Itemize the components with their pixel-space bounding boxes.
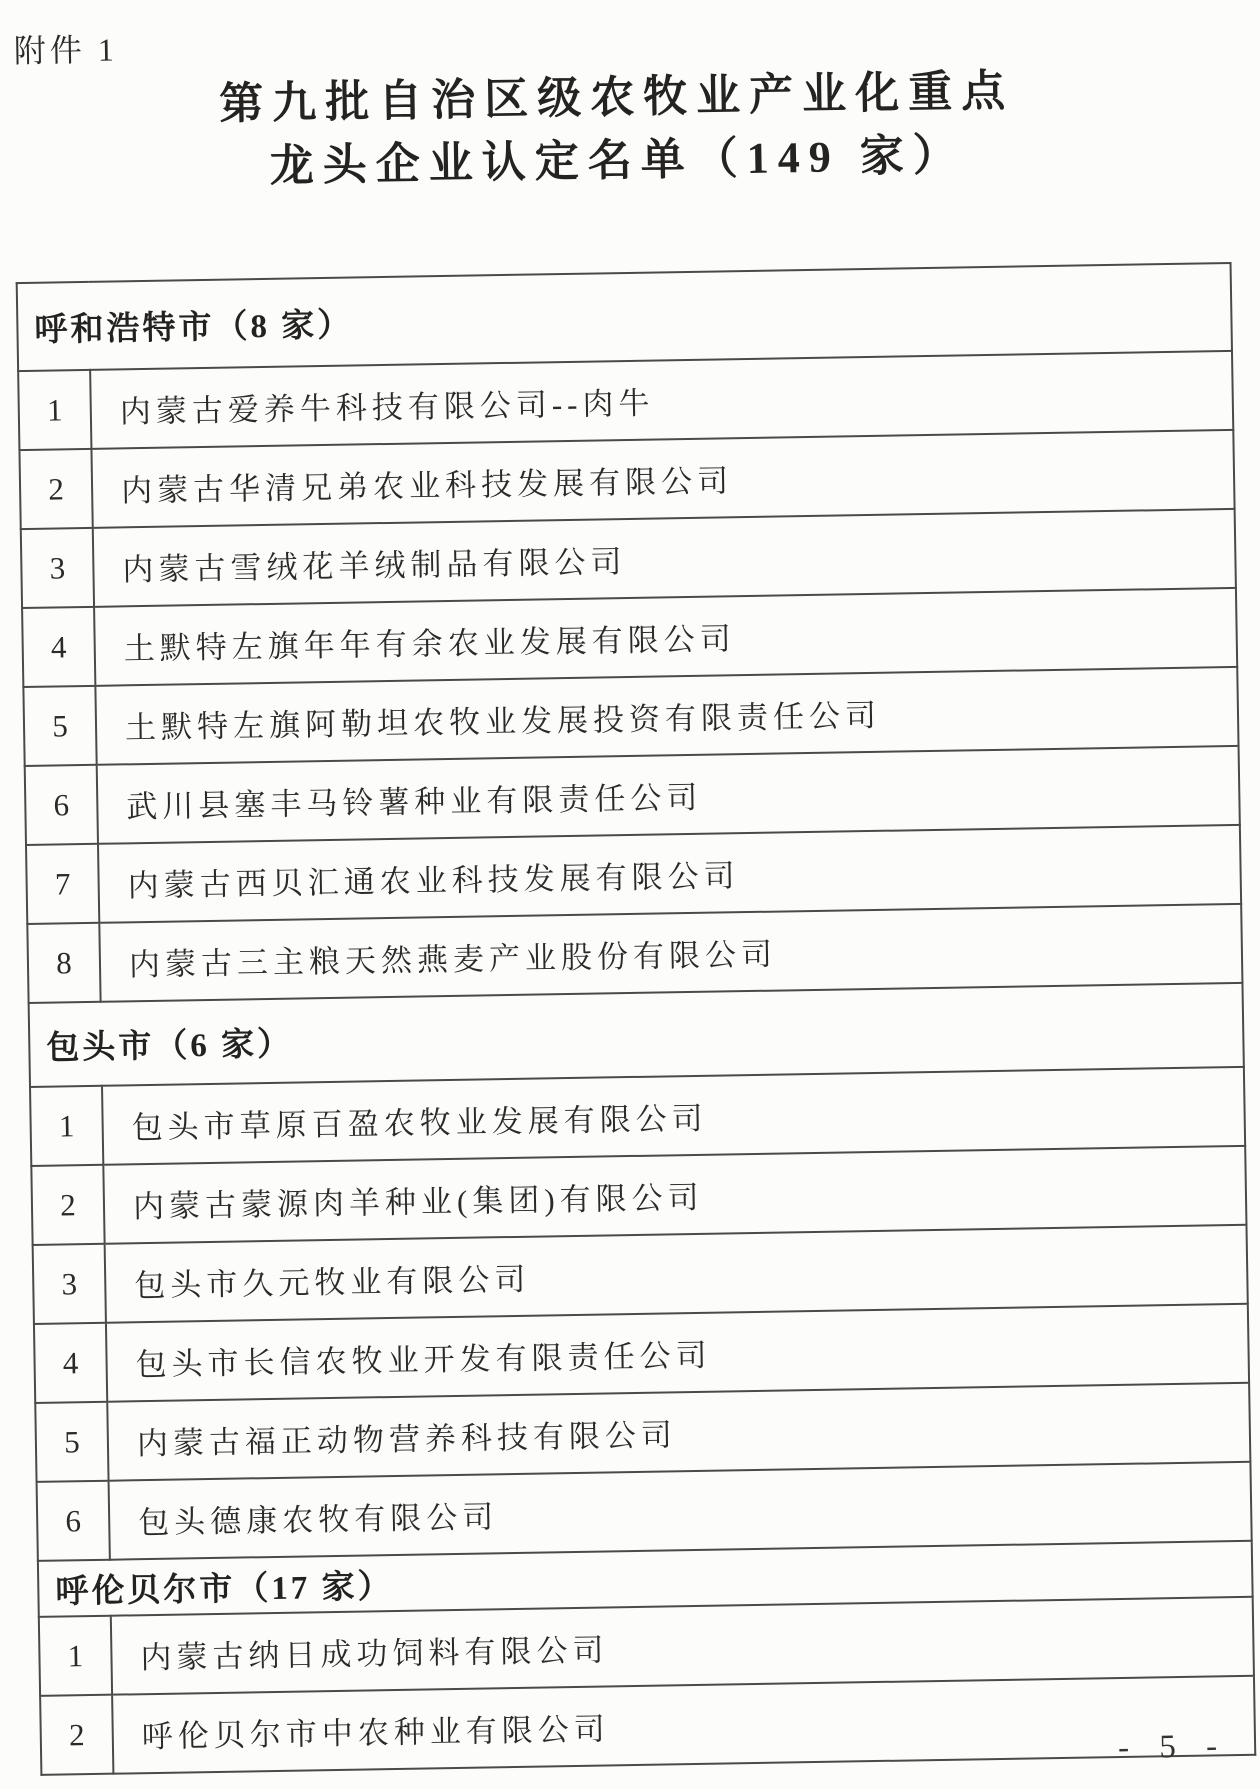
company-name-cell: 武川县塞丰马铃薯种业有限责任公司 (97, 746, 1240, 844)
row-number-cell: 1 (18, 370, 91, 450)
row-number-cell: 3 (21, 528, 94, 608)
row-number-cell: 1 (39, 1616, 112, 1696)
section-header-cell: 呼和浩特市（8 家） (17, 263, 1232, 371)
company-name-cell: 内蒙古福正动物营养科技有限公司 (107, 1383, 1250, 1481)
page-number: - 5 - (1117, 1728, 1220, 1767)
company-name-cell: 土默特左旗阿勒坦农牧业发展投资有限责任公司 (95, 667, 1238, 765)
section-header-cell: 包头市（6 家） (29, 983, 1244, 1087)
company-name-cell: 包头市草原百盈农牧业发展有限公司 (102, 1067, 1245, 1165)
company-name-cell: 包头德康农牧有限公司 (109, 1462, 1252, 1560)
company-name-cell: 包头市久元牧业有限公司 (105, 1225, 1248, 1323)
company-name-cell: 内蒙古蒙源肉羊种业(集团)有限公司 (103, 1146, 1246, 1244)
row-number-cell: 3 (33, 1244, 106, 1324)
attachment-label: 附件 1 (13, 31, 119, 70)
company-name-cell: 呼伦贝尔市中农种业有限公司 (112, 1676, 1255, 1774)
company-name-cell: 内蒙古雪绒花羊绒制品有限公司 (93, 509, 1236, 607)
row-number-cell: 2 (31, 1165, 104, 1245)
row-number-cell: 7 (26, 844, 99, 924)
title-line-2: 龙头企业认定名单（149 家） (269, 130, 967, 191)
row-number-cell: 4 (34, 1323, 107, 1403)
company-table (16, 262, 1257, 1776)
company-name-cell: 内蒙古纳日成功饲料有限公司 (111, 1597, 1254, 1695)
row-number-cell: 5 (23, 686, 96, 766)
row-number-cell: 4 (22, 607, 95, 687)
row-number-cell: 1 (30, 1086, 103, 1166)
company-name-cell: 包头市长信农牧业开发有限责任公司 (106, 1304, 1249, 1402)
company-name-cell: 内蒙古华清兄弟农业科技发展有限公司 (91, 430, 1234, 528)
title-line-1: 第九批自治区级农牧业产业化重点 (218, 66, 1015, 129)
row-number-cell: 6 (37, 1481, 110, 1561)
row-number-cell: 2 (40, 1695, 113, 1775)
company-name-cell: 土默特左旗年年有余农业发展有限公司 (94, 588, 1237, 686)
company-name-cell: 内蒙古爱养牛科技有限公司--肉牛 (90, 351, 1233, 449)
row-number-cell: 6 (25, 765, 98, 845)
company-name-cell: 内蒙古三主粮天然燕麦产业股份有限公司 (99, 904, 1242, 1002)
row-number-cell: 5 (35, 1402, 108, 1482)
document-title (0, 56, 1248, 203)
company-name-cell: 内蒙古西贝汇通农业科技发展有限公司 (98, 825, 1241, 923)
table-body (17, 263, 1256, 1775)
row-number-cell: 2 (19, 449, 92, 529)
section-header-cell: 呼伦贝尔市（17 家） (38, 1541, 1253, 1617)
row-number-cell: 8 (27, 923, 100, 1003)
company-table-wrap (16, 262, 1257, 1776)
